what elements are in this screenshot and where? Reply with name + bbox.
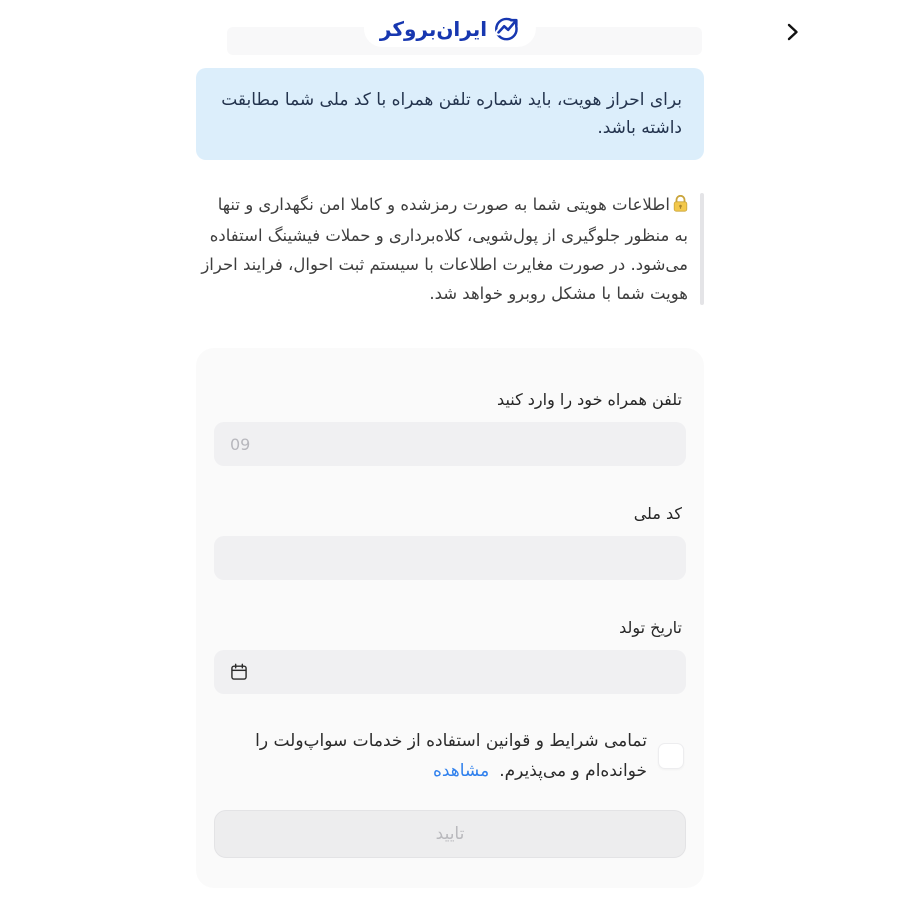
verification-notice xyxy=(196,68,704,160)
phone-field xyxy=(214,390,686,466)
notice-text: برای احراز هویت، باید شماره تلفن همراه با کد ملی شما مطابقت داشته باشد. xyxy=(221,90,682,138)
national-id-input[interactable] xyxy=(214,536,686,580)
brand-logo xyxy=(364,10,536,47)
phone-label: تلفن همراه خود را وارد کنید xyxy=(497,390,682,409)
birth-date-input[interactable] xyxy=(214,650,686,694)
header xyxy=(0,0,900,68)
submit-button[interactable]: تایید xyxy=(214,810,686,858)
privacy-text: اطلاعات هویتی شما به صورت رمزشده و کاملا امن نگهداری و تنها به منظور جلوگیری از پول‌شویی، کلاه‌برداری و حملات فیشینگ استفاده می‌شود. در صورت مغایرت اطلاعات با سیستم ثبت احوال، فرایند احراز هویت شما با مشکل روبرو خواهد شد. xyxy=(201,195,688,303)
terms-text xyxy=(255,726,647,786)
phone-input[interactable] xyxy=(214,422,686,466)
national-id-field xyxy=(214,504,686,580)
lock-icon xyxy=(673,192,688,221)
back-button[interactable] xyxy=(776,16,808,48)
terms-line2: خوانده‌ام و می‌پذیرم.مشاهده xyxy=(432,761,647,781)
birth-date-label: تاریخ تولد xyxy=(619,618,682,637)
national-id-label: کد ملی xyxy=(633,504,682,523)
terms-row xyxy=(216,726,684,786)
terms-line1: تمامی شرایط و قوانین استفاده از خدمات سواپ‌ولت را xyxy=(255,731,647,751)
trend-circle-icon xyxy=(493,15,520,42)
chevron-right-icon xyxy=(780,20,804,44)
quote-bar xyxy=(700,193,704,305)
birth-date-field xyxy=(214,618,686,694)
kyc-form-card xyxy=(196,348,704,888)
terms-view-link[interactable]: مشاهده xyxy=(432,761,490,781)
brand-name: ایران‌بروکر xyxy=(379,16,488,41)
privacy-note xyxy=(196,190,704,308)
terms-checkbox[interactable] xyxy=(658,743,684,769)
